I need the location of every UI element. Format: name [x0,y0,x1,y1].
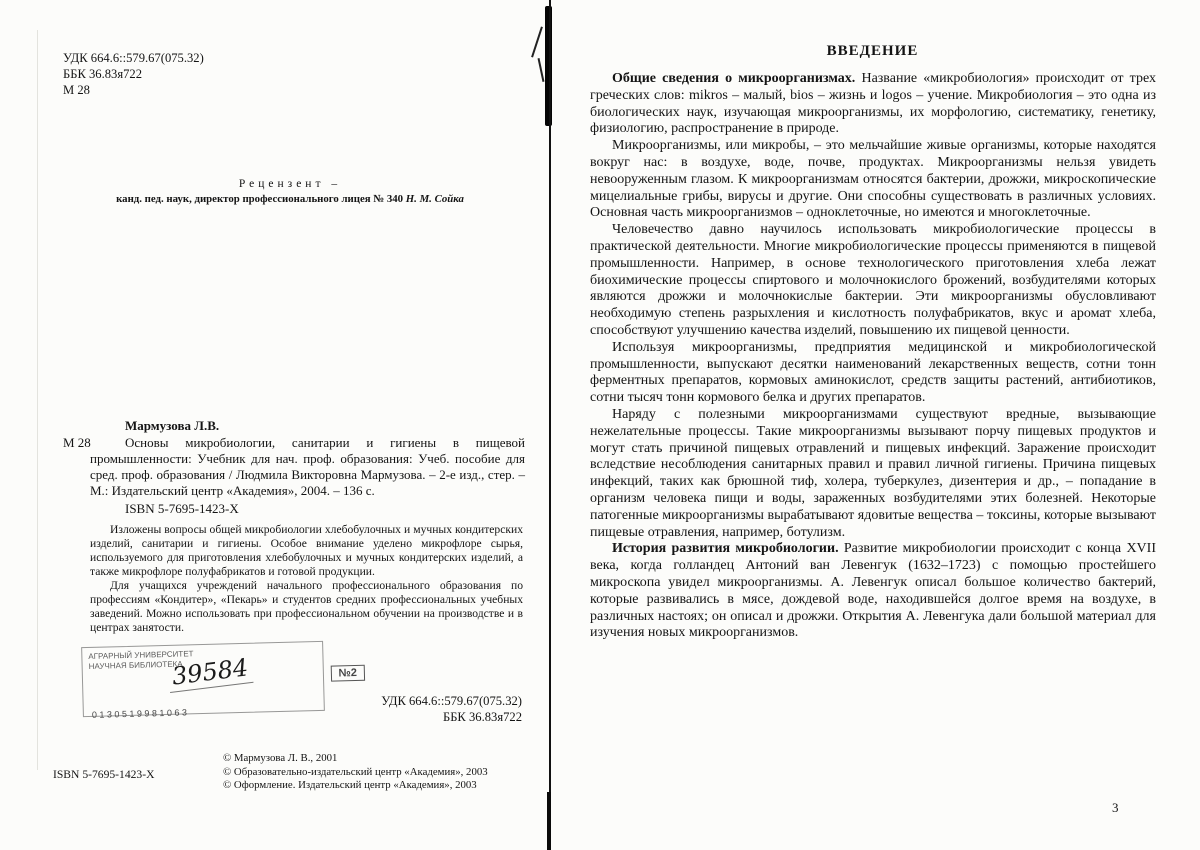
stamp-line: НАУЧНАЯ БИБЛИОТЕКА [88,659,183,671]
bbk-code: ББК 36.83я722 [442,710,522,724]
paragraph-text: Название «микробиология» происходит от трех греческих слов: mikros – малый, bios – жизнь и logos – учение. Микробиология – это одна из биологических наук, изучающая микроорганизмы, их морфологию, систематику, генетику, физиологию, распространение в природе. [590,71,1156,137]
reviewer-label: Рецензент – [238,178,342,190]
spine-scratch-mark [538,58,545,82]
chapter-heading: ВВЕДЕНИЕ [826,43,919,59]
annotation-paragraph: Для учащихся учреждений начального профессионального образования по профессиям «Кондитер», «Пекарь» и студентов средних профессиональных учебных заведений. Можно использовать при профессиональном обучении на производстве и в центрах занятости. [90,579,523,634]
paragraph [590,407,1156,541]
copyright-line: © Мармузова Л. В., 2001 [223,752,338,764]
bibliographic-block [63,418,525,635]
copyright-line: © Образовательно-издательский центр «Академия», 2003 [223,765,488,778]
paragraph-text: Используя микроорганизмы, предприятия медицинской и микробиологической промышленности, выпускают десятки наименований лекарственных веществ, сотни тонн ферментных препаратов, кормовых аминокислот, средств защиты растений, антибиотиков, сотни тысяч тонн кормового белка и других препаратов. [590,339,1156,406]
reviewer-name: Н. М. Сойка [405,193,464,205]
annotation-block [90,523,523,635]
copyright-line: © Оформление. Издательский центр «Академия», 2003 [223,779,477,791]
body-text [590,71,1156,642]
spine-scratch-mark [531,26,543,57]
page-edge-line [37,30,38,770]
udk-classification-bottom [300,693,522,725]
handwritten-inventory-number: 39584 [166,653,253,693]
paragraph [590,222,1156,340]
isbn-mid: ISBN 5-7695-1423-X [125,501,239,516]
copyright-block [223,752,488,793]
catalog-code: М 28 [63,83,90,97]
udk-code: УДК 664.6::579.67(075.32) [63,51,204,65]
paragraph-text: Микроорганизмы, или микробы, – это мельчайшие живые организмы, которые находятся вокруг нас: в воздухе, воде, почве, продуктах. Микроорганизмы нельзя увидеть невооруженным глазом. К микроорганизмам относятся бактерии, дрожжи, микроскопические мицелиальные грибы, вирусы и другие. Они способны существовать в различных условиях. Основная часть микроорганизмов – одноклеточные, но имеются и многоклеточные. [590,138,1156,221]
page-number: 3 [1112,800,1119,815]
paragraph-text: Наряду с полезными микроорганизмами существуют вредные, вызывающие нежелательные процессы. Такие микроорганизмы вызывают порчу пищевых продуктов и могут стать причиной пищевых отравлений и пищевых инфекций. Заражение происходит вследствие несоблюдения санитарных правил и правил личной гигиены. Причина пищевых инфекций, таких как брюшной тиф, холера, туберкулез, дизентерия и др., – попадание в организм человека пищи и воды, зараженных возбудителями этих болезней. Некоторые патогенные микроорганизмы вырабатывают ядовитые вещества – токсины, которые вызывают пищевые отравления, например, ботулизм. [590,406,1156,540]
paragraph-lead: Общие сведения о микроорганизмах. [612,71,862,86]
annotation-paragraph: Изложены вопросы общей микробиологии хлебобулочных и мучных кондитерских изделий, санитарии и гигиены. Особое внимание уделено микрофлоре сырья, используемого для приготовления хлебобулочных и мучных кондитерских изделий, а также микрофлоре полуфабрикатов и готовой продукции. [90,523,523,578]
bibliographic-description: Основы микробиологии, санитарии и гигиены в пищевой промышленности: Учебник для нач. проф. образования: Учеб. пособие для сред. проф. образования / Людмила Викторовна Мармузова. – 2-е изд., стер. – М.: Издательский центр «Академия», 2004. – 136 с. [90,435,525,498]
book-spine [549,0,551,850]
udk-code: УДК 664.6::579.67(075.32) [381,694,522,708]
paragraph [590,71,1156,138]
reviewer-text: канд. пед. наук, директор профессионального лицея № 340 [116,193,406,205]
author-name: Мармузова Л.В. [125,418,220,433]
paragraph-lead: История развития микробиологии. [612,541,844,557]
paragraph [590,541,1156,642]
catalog-entry [63,435,525,499]
stamp-line: АГРАРНЫЙ УНИВЕРСИТЕТ [88,649,194,661]
spine-bar-bottom [547,792,551,850]
stamp-number-box: №2 [330,665,365,682]
paragraph-text: Развитие микробиологии происходит с конца XVII века, когда голландец Антоний ван Левенгук (1632–1723) с помощью простейшего микроскопа увидел микроорганизмы. А. Левенгук описал большое количество бактерий, которые развивались в мясе, дождевой воде, находившейся долгое время на воздухе, в различных настоях; он описал и дрожжи. Открытия А. Левенгука дали большой материал для изучения новых микроорганизмов. [590,541,1156,641]
bbk-code: ББК 36.83я722 [63,67,143,81]
reviewer-credentials [60,193,520,205]
catalog-entry-code: М 28 [63,435,91,450]
udk-classification-block [63,50,204,98]
stamp-accession-digits: 0130519981063 [91,707,190,720]
isbn-bottom: ISBN 5-7695-1423-X [53,768,155,781]
paragraph [590,138,1156,222]
paragraph-text: Человечество давно научилось использовать микробиологические процессы в практической деятельности. Многие микробиологические процессы применяются в пищевой промышленности. Например, в основе технологического приготовления хлеба лежат биохимические процессы спиртового и молочнокислого брожений, возбудителями которых являются дрожжи и молочнокислые бактерии. Эти микроорганизмы обусловливают необходимую степень разрыхления и кислотность полуфабрикатов, вкус и аромат хлеба, способствуют улучшению качества изделий, повышению их пищевой ценности. [590,222,1156,338]
reviewer-block [60,178,520,205]
paragraph [590,340,1156,407]
